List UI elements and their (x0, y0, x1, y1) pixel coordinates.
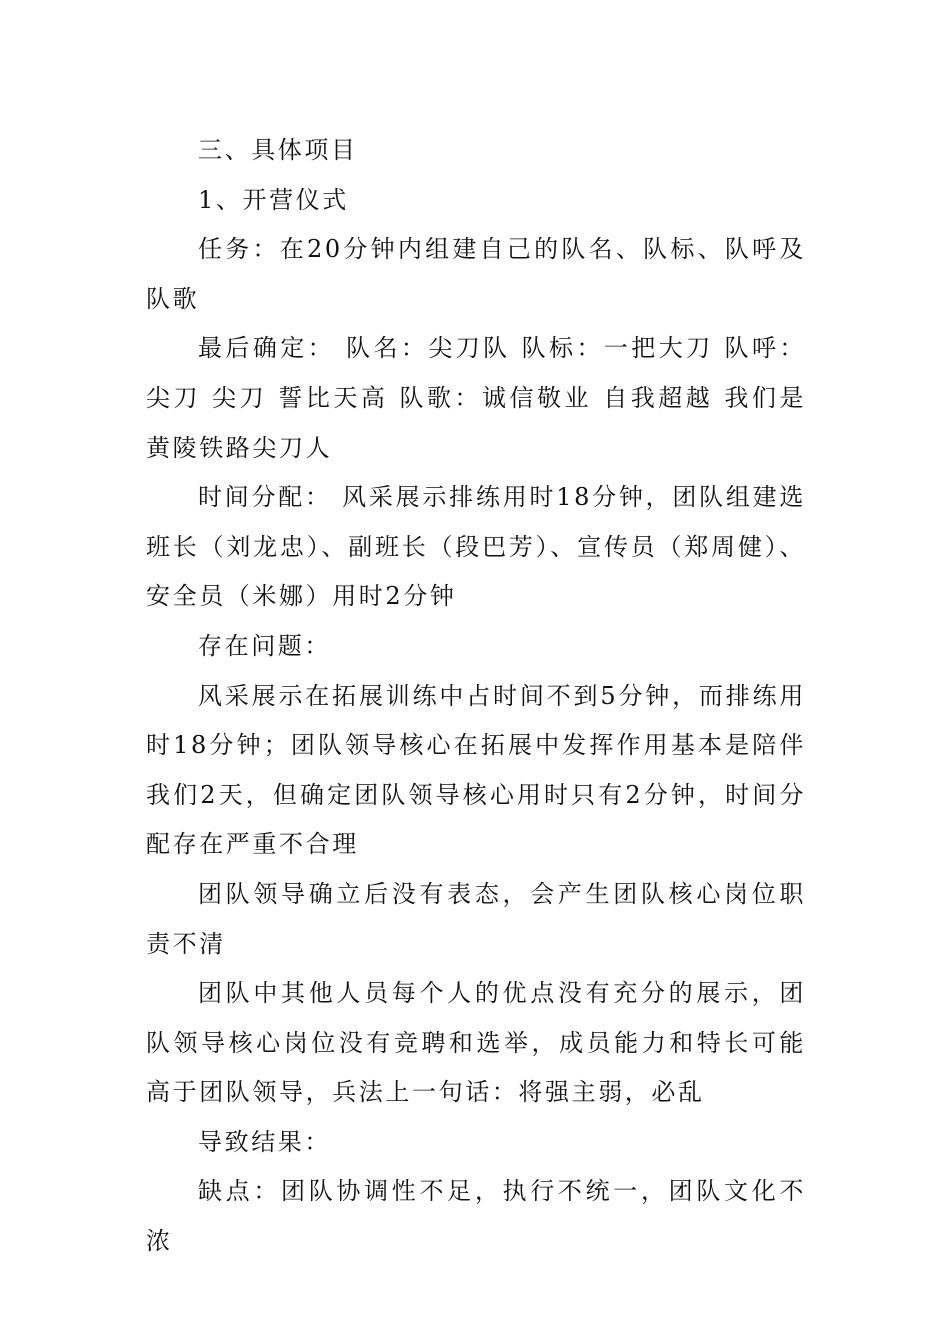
paragraph-problems-heading: 存在问题： (198, 631, 331, 660)
paragraph-final-decision: 最后确定： 队名：尖刀队 队标：一把大刀 队呼：尖刀 尖刀 誓比天高 队歌：诚信敬业 自我超越 我们是黄陵铁路尖刀人 (146, 334, 806, 462)
paragraph-problem-time: 风采展示在拓展训练中占时间不到5分钟，而排练用时18分钟；团队领导核心在拓展中发挥作用基本是陪伴我们2天，但确定团队领导核心用时只有2分钟，时间分配存在严重不合理 (146, 681, 806, 859)
paragraph-result-heading: 导致结果： (198, 1127, 331, 1156)
subsection-heading: 1、开营仪式 (198, 185, 349, 214)
paragraph-time-allocation: 时间分配： 风采展示排练用时18分钟，团队组建选班长（刘龙忠）、副班长（段巴芳）、宣传员（郑周健）、安全员（米娜）用时2分钟 (146, 483, 806, 611)
document-body (146, 126, 806, 1267)
paragraph-shortcomings: 缺点：团队协调性不足，执行不统一，团队文化不浓 (146, 1177, 806, 1256)
paragraph-problem-leadership: 团队领导确立后没有表态，会产生团队核心岗位职责不清 (146, 879, 806, 958)
paragraph-task: 任务：在20分钟内组建自己的队名、队标、队呼及队歌 (146, 235, 806, 313)
paragraph-problem-members: 团队中其他人员每个人的优点没有充分的展示，团队领导核心岗位没有竞聘和选举，成员能力和特长可能高于团队领导，兵法上一句话：将强主弱，必乱 (146, 979, 806, 1107)
section-heading: 三、具体项目 (198, 136, 358, 164)
